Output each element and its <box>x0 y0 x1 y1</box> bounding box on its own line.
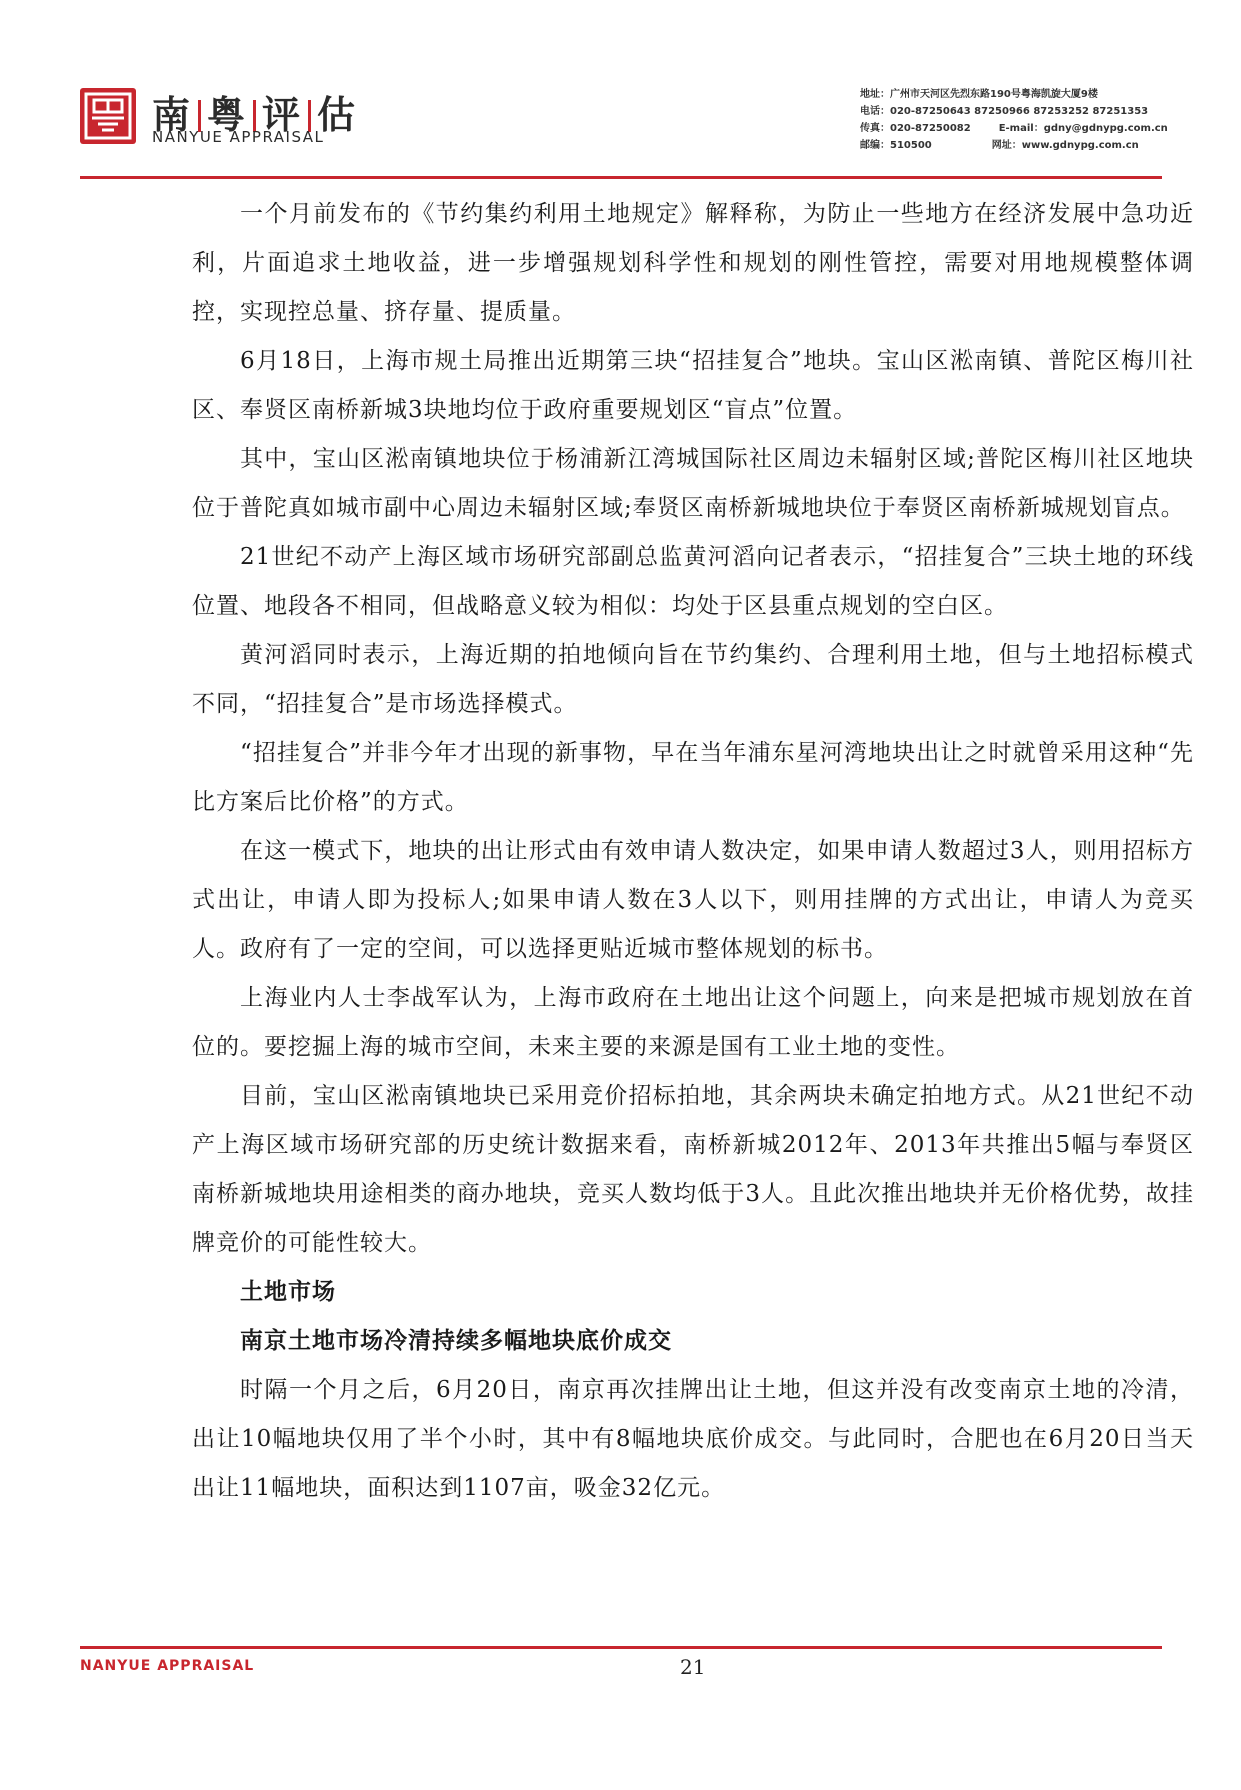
page-number: 21 <box>680 1655 706 1679</box>
paragraph: 6月18日，上海市规土局推出近期第三块“招挂复合”地块。宝山区淞南镇、普陀区梅川社区、奉贤区南桥新城3块地均位于政府重要规划区“盲点”位置。 <box>192 348 1194 423</box>
paragraph: 其中，宝山区淞南镇地块位于杨浦新江湾城国际社区周边未辐射区域;普陀区梅川社区地块位于普陀真如城市副中心周边未辐射区域;奉贤区南桥新城地块位于奉贤区南桥新城规划盲点。 <box>192 446 1194 521</box>
logo-char: 评 <box>262 93 303 137</box>
paragraph: 21世纪不动产上海区域市场研究部副总监黄河滔向记者表示，“招挂复合”三块土地的环线位置、地段各不相同，但战略意义较为相似：均处于区县重点规划的空白区。 <box>192 544 1194 619</box>
section-heading: 土地市场 <box>240 1279 336 1305</box>
email-text: E-mail：gdny@gdnypg.com.cn <box>998 123 1168 134</box>
paragraph: 一个月前发布的《节约集约利用土地规定》解释称，为防止一些地方在经济发展中急功近利，片面追求土地收益，进一步增强规划科学性和规划的刚性管控，需要对用地规模整体调控，实现控总量、挤存量、提质量。 <box>192 201 1194 325</box>
website-text: 网址：www.gdnypg.com.cn <box>991 140 1139 151</box>
logo-char: 粤 <box>207 93 248 137</box>
paragraph: 时隔一个月之后，6月20日，南京再次挂牌出让土地，但这并没有改变南京土地的冷清，出让10幅地块仅用了半个小时，其中有8幅地块底价成交。与此同时，合肥也在6月20日当天出让11幅地块，面积达到1107亩，吸金32亿元。 <box>192 1377 1194 1501</box>
logo-char: 南 <box>152 93 193 137</box>
footer-divider <box>80 1646 1162 1649</box>
fax-text: 传真：020-87250082 <box>860 123 971 134</box>
header-divider <box>80 176 1162 179</box>
fax-email-line <box>860 120 1200 137</box>
postcode-text: 邮编：510500 <box>860 140 932 151</box>
phone-line: 电话：020-87250643 87250966 87253252 87251353 <box>860 106 1149 117</box>
logo-char: 估 <box>317 93 358 137</box>
address-line: 地址：广州市天河区先烈东路190号粤海凯旋大厦9楼 <box>860 89 1098 100</box>
article-body <box>192 190 1194 1513</box>
page-header <box>0 0 1241 180</box>
paragraph: “招挂复合”并非今年才出现的新事物，早在当年浦东星河湾地块出让之时就曾采用这种“先比方案后比价格”的方式。 <box>192 740 1194 815</box>
footer-brand: NANYUE APPRAISAL <box>80 1658 255 1674</box>
paragraph: 目前，宝山区淞南镇地块已采用竞价招标拍地，其余两块未确定拍地方式。从21世纪不动产上海区域市场研究部的历史统计数据来看，南桥新城2012年、2013年共推出5幅与奉贤区南桥新城地块用途相类的商办地块，竞买人数均低于3人。且此次推出地块并无价格优势，故挂牌竞价的可能性较大。 <box>192 1083 1194 1256</box>
sub-heading: 南京土地市场冷清持续多幅地块底价成交 <box>240 1328 672 1354</box>
paragraph: 上海业内人士李战军认为，上海市政府在土地出让这个问题上，向来是把城市规划放在首位的。要挖掘上海的城市空间，未来主要的来源是国有工业土地的变性。 <box>192 985 1194 1060</box>
paragraph: 黄河滔同时表示，上海近期的拍地倾向旨在节约集约、合理利用土地，但与土地招标模式不同，“招挂复合”是市场选择模式。 <box>192 642 1194 717</box>
contact-info <box>860 86 1200 154</box>
paragraph: 在这一模式下，地块的出让形式由有效申请人数决定，如果申请人数超过3人，则用招标方式出让，申请人即为投标人;如果申请人数在3人以下，则用挂牌的方式出让，申请人为竞买人。政府有了一定的空间，可以选择更贴近城市整体规划的标书。 <box>192 838 1194 962</box>
nanyue-logo-seal-icon <box>80 88 136 144</box>
logo-english-name: NANYUE APPRAISAL <box>152 128 325 146</box>
postcode-website-line <box>860 137 1200 154</box>
